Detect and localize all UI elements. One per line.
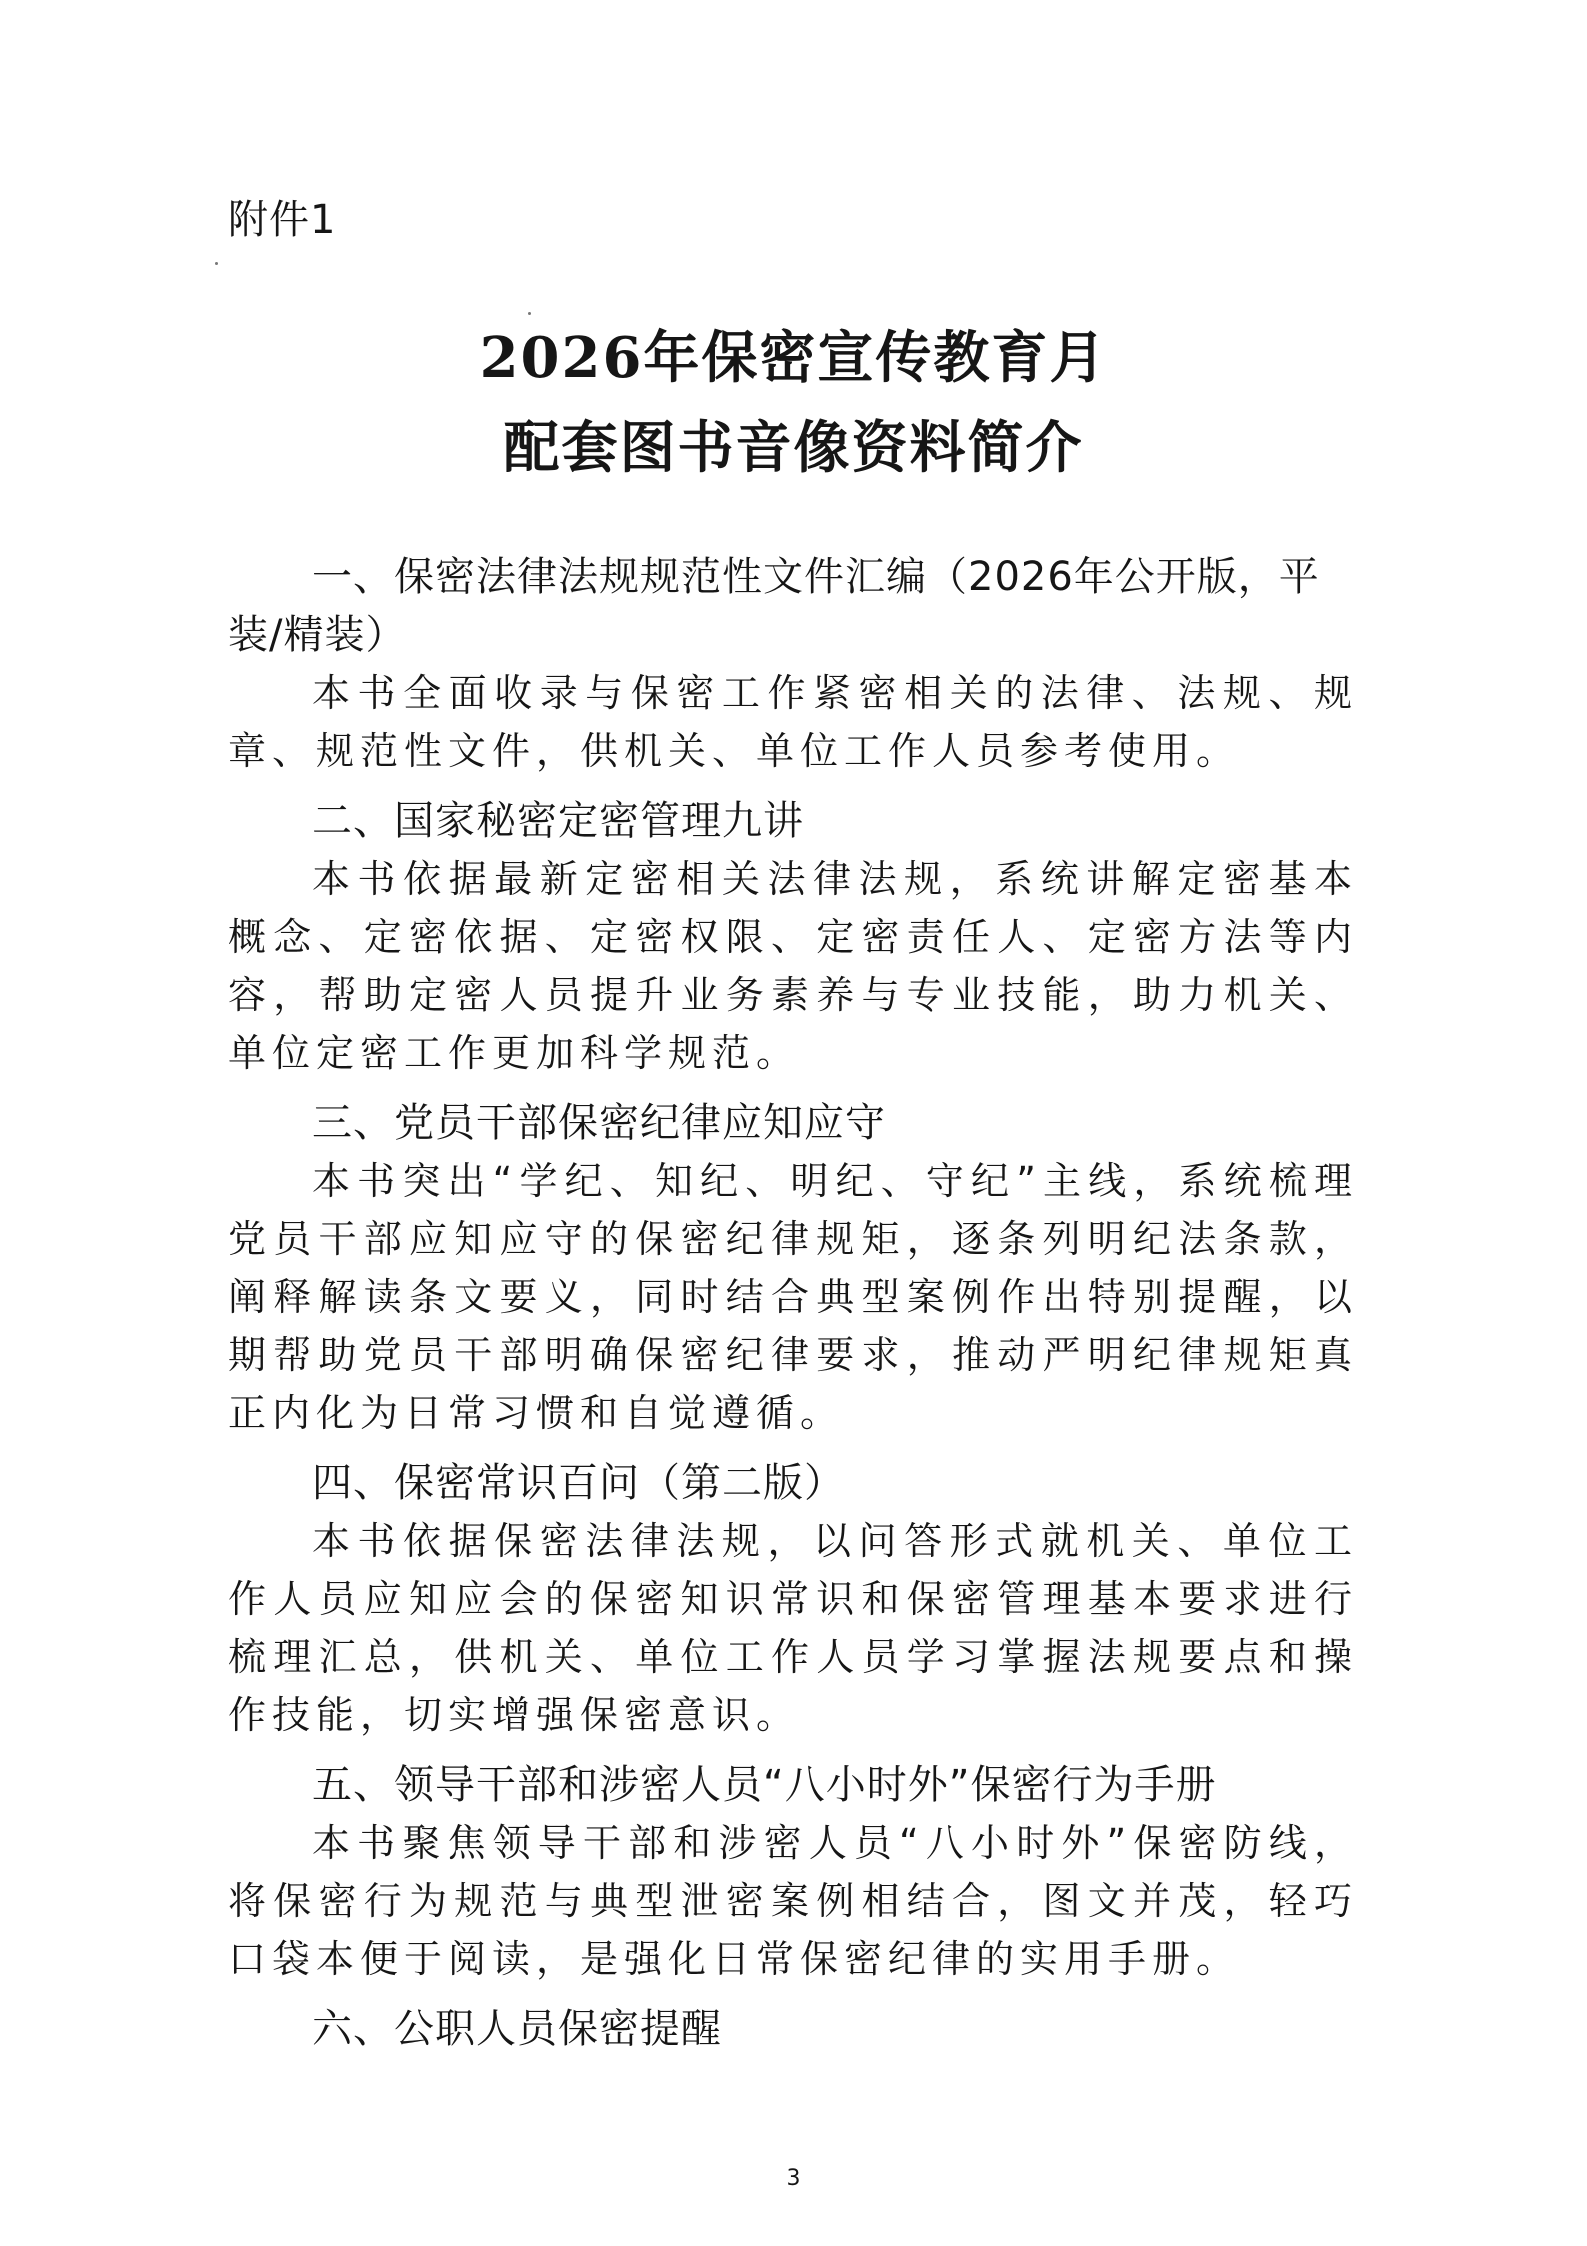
section-body: 本书依据保密法律法规，以问答形式就机关、单位工作人员应知应会的保密知识常识和保密管理基本要求进行梳理汇总，供机关、单位工作人员学习掌握法规要点和操作技能，切实增强保密意识。: [228, 1519, 1358, 1737]
section-body: 本书依据最新定密相关法律法规，系统讲解定密基本概念、定密依据、定密权限、定密责任人、定密方法等内容，帮助定密人员提升业务素养与专业技能，助力机关、单位定密工作更加科学规范。: [228, 857, 1358, 1075]
document-title-line-2: 配套图书音像资料简介: [503, 415, 1084, 481]
page-number: 3: [786, 2166, 801, 2191]
section-heading: 四、保密常识百问（第二版）: [312, 1460, 845, 1506]
section-body: 本书全面收录与保密工作紧密相关的法律、法规、规章、规范性文件，供机关、单位工作人员参考使用。: [228, 671, 1358, 773]
scan-speck: [528, 312, 531, 315]
section-heading: 三、党员干部保密纪律应知应守: [312, 1100, 886, 1146]
section-heading: 六、公职人员保密提醒: [312, 2006, 722, 2052]
attachment-label: 附件1: [228, 197, 337, 243]
section-body: 本书聚焦领导干部和涉密人员“八小时外”保密防线，将保密行为规范与典型泄密案例相结合，图文并茂，轻巧口袋本便于阅读，是强化日常保密纪律的实用手册。: [228, 1821, 1358, 1981]
content-body: [228, 548, 1358, 2070]
section-heading: 五、领导干部和涉密人员“八小时外”保密行为手册: [312, 1762, 1217, 1808]
section-body: 本书突出“学纪、知纪、明纪、守纪”主线，系统梳理党员干部应知应守的保密纪律规矩，逐条列明纪法条款，阐释解读条文要义，同时结合典型案例作出特别提醒，以期帮助党员干部明确保密纪律要求，推动严明纪律规矩真正内化为日常习惯和自觉遵循。: [228, 1159, 1358, 1435]
section-heading: 二、国家秘密定密管理九讲: [312, 798, 804, 844]
document-title-line-1: 2026年保密宣传教育月: [479, 325, 1108, 391]
section-heading: 一、保密法律法规规范性文件汇编（2026年公开版，平装/精装）: [228, 554, 1320, 658]
scan-speck: [215, 262, 218, 265]
